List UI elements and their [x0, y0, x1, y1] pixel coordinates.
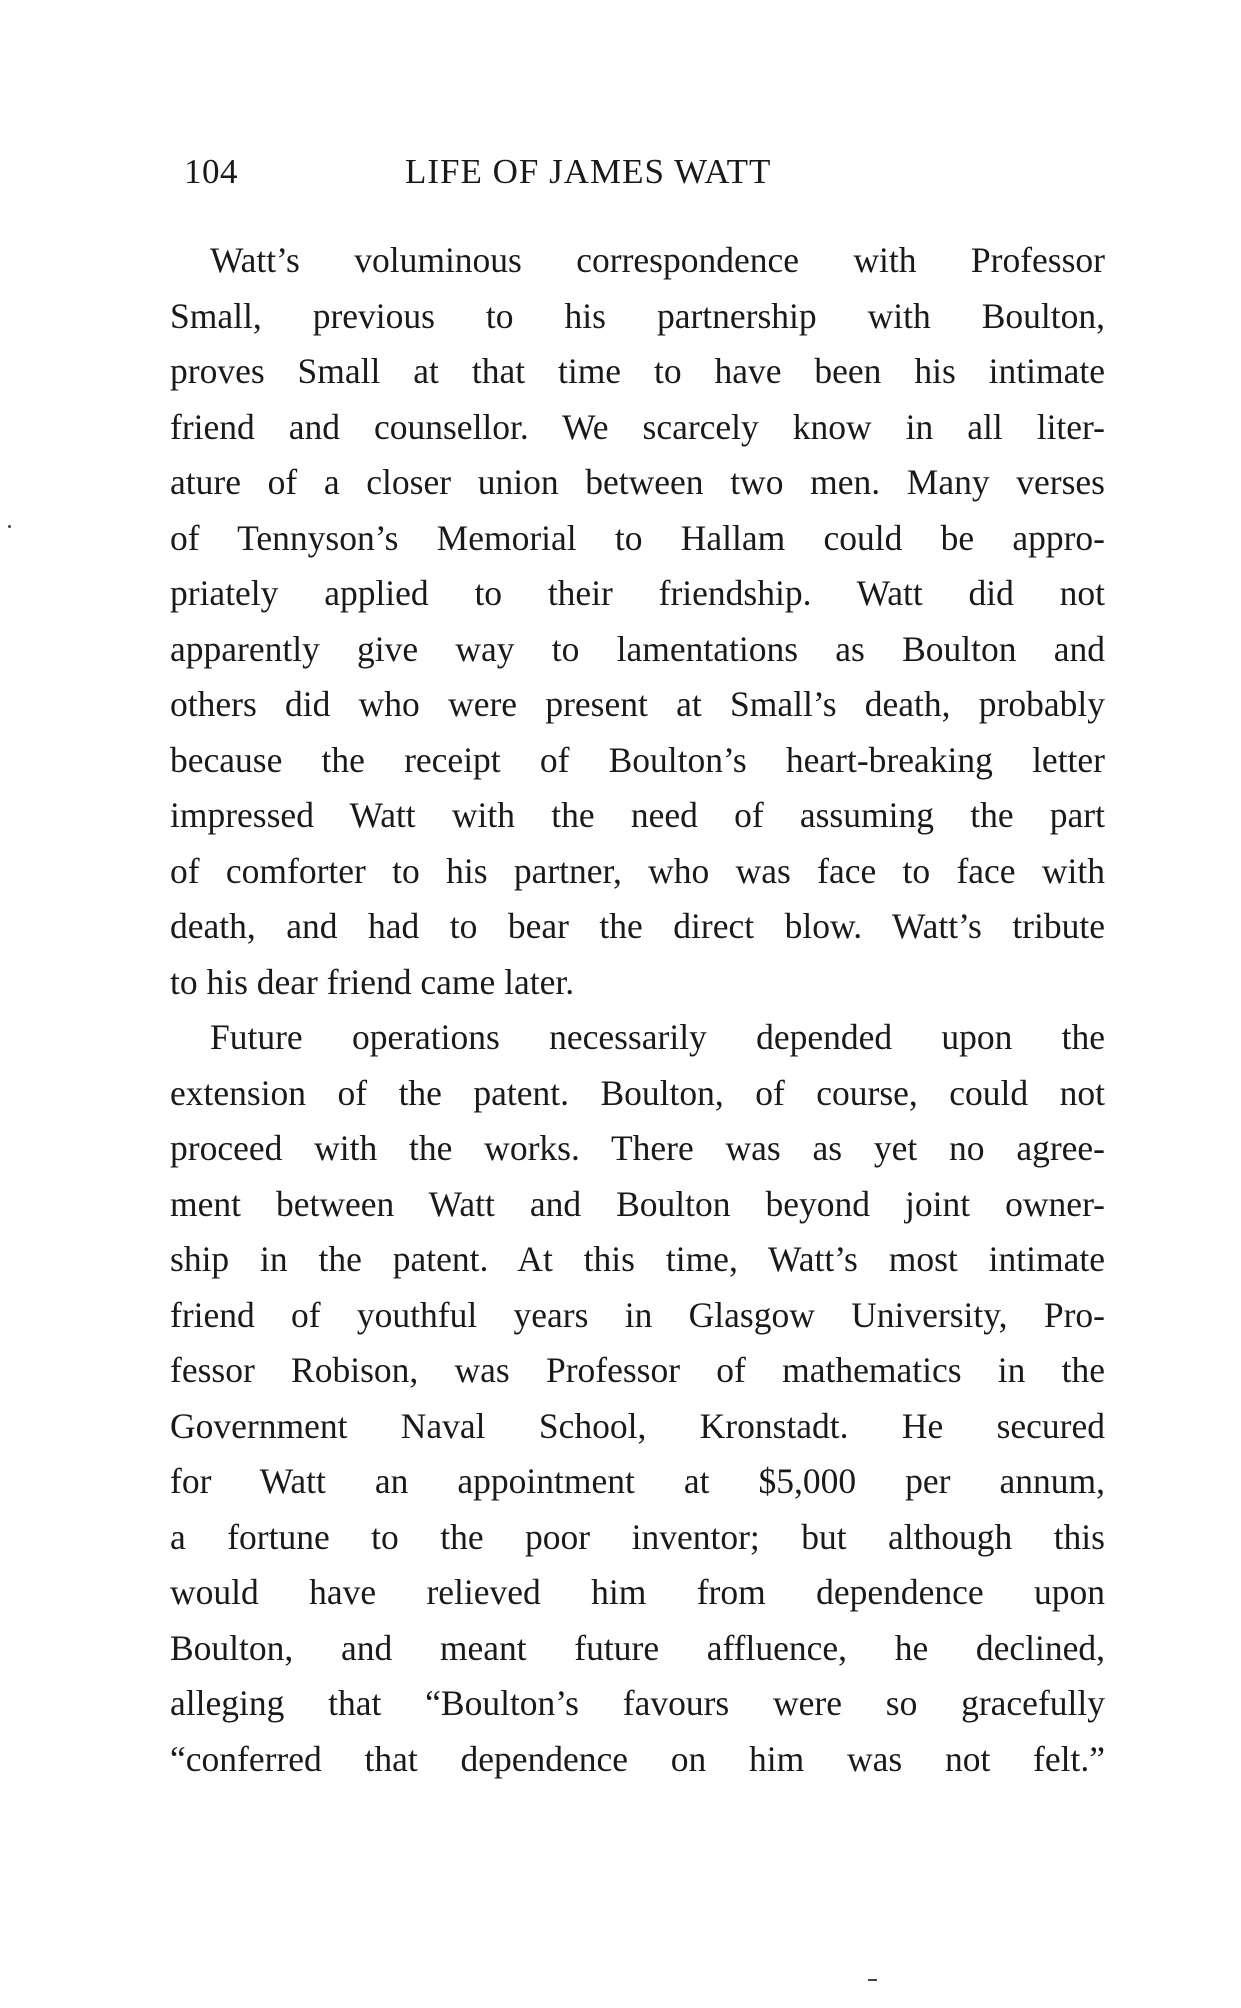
text-line: friend and counsellor. We scarcely know in all liter-	[170, 406, 1105, 447]
text-line: alleging that “Boulton’s favours were so gracefully	[170, 1683, 1105, 1723]
scan-mark	[868, 1979, 877, 1981]
text-line: others did who were present at Small’s death, probably	[170, 684, 1105, 724]
text-line: for Watt an appointment at $5,000 per annum,	[170, 1461, 1105, 1501]
text-line: proceed with the works. There was as yet no agree-	[170, 1128, 1105, 1168]
text-line: a fortune to the poor inventor; but although this	[170, 1516, 1105, 1557]
text-line: fessor Robison, was Professor of mathematics in the	[170, 1350, 1105, 1390]
text-line: Government Naval School, Kronstadt. He secured	[170, 1405, 1105, 1446]
text-line: Small, previous to his partnership with Boulton,	[170, 295, 1105, 336]
text-line: of Tennyson’s Memorial to Hallam could be appro-	[170, 517, 1105, 558]
page-header	[170, 152, 1105, 202]
text-line: priately applied to their friendship. Watt did not	[170, 573, 1105, 613]
text-line: of comforter to his partner, who was face to face with	[170, 850, 1105, 891]
text-line: impressed Watt with the need of assuming the part	[170, 795, 1105, 835]
paragraph	[170, 233, 1105, 1010]
text-line: ature of a closer union between two men. Many verses	[170, 462, 1105, 502]
text-line: apparently give way to lamentations as Boulton and	[170, 628, 1105, 669]
body-text	[170, 233, 1105, 1787]
scan-speck	[8, 525, 11, 528]
text-line: to his dear friend came later.	[170, 961, 575, 1002]
page-number: 104	[184, 152, 238, 191]
text-line: “conferred that dependence on him was not felt.”	[170, 1738, 1105, 1779]
text-line: extension of the patent. Boulton, of course, could not	[170, 1072, 1105, 1113]
text-line: would have relieved him from dependence upon	[170, 1572, 1105, 1612]
text-line: Future operations necessarily depended upon the	[210, 1017, 1105, 1057]
text-line: ment between Watt and Boulton beyond joint owner-	[170, 1183, 1105, 1224]
text-line: Watt’s voluminous correspondence with Professor	[210, 240, 1105, 280]
running-title: LIFE OF JAMES WATT	[405, 152, 772, 191]
text-line: ship in the patent. At this time, Watt’s most intimate	[170, 1239, 1105, 1279]
text-line: proves Small at that time to have been his intimate	[170, 351, 1105, 391]
text-line: death, and had to bear the direct blow. Watt’s tribute	[170, 906, 1105, 946]
text-line: friend of youthful years in Glasgow University, Pro-	[170, 1294, 1105, 1335]
paragraph	[170, 1010, 1105, 1787]
text-line: because the receipt of Boulton’s heart-breaking letter	[170, 739, 1105, 780]
text-line: Boulton, and meant future affluence, he declined,	[170, 1627, 1105, 1668]
